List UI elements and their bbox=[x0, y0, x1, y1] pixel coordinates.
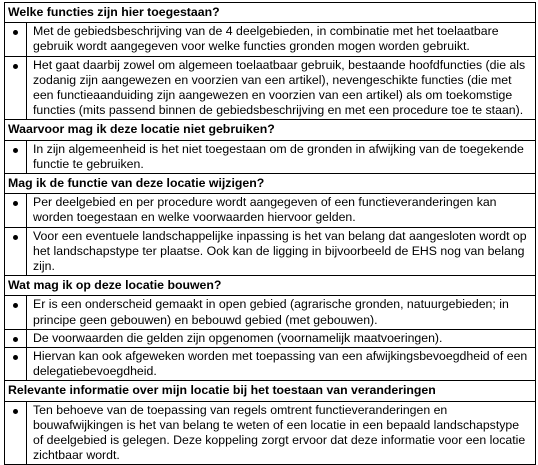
section-heading: Waarvoor mag ik deze locatie niet gebruiken? bbox=[5, 120, 536, 140]
bullet-icon bbox=[13, 409, 18, 414]
bullet-cell bbox=[5, 140, 27, 173]
bullet-cell bbox=[5, 329, 27, 347]
bullet-text: In zijn algemeenheid is het niet toegestaan om de gronden in afwijking van de toegekende functie te gebruiken. bbox=[27, 140, 536, 173]
bullet-text: De voorwaarden die gelden zijn opgenomen (voornamelijk maatvoeringen). bbox=[27, 329, 536, 347]
bullet-icon bbox=[13, 30, 18, 35]
bullet-cell bbox=[5, 348, 27, 381]
bullet-row bbox=[5, 329, 536, 347]
bullet-cell bbox=[5, 23, 27, 56]
section-heading-row bbox=[5, 381, 536, 401]
section-heading: Wat mag ik op deze locatie bouwen? bbox=[5, 276, 536, 296]
bullet-text: Ten behoeve van de toepassing van regels omtrent functieveranderingen en bouwafwijkingen is het van belang te weten of een locatie in een bepaald landschapstype of deelgebied is gelegen. Deze koppeling zorgt ervoor dat deze informatie voor een locatie zichtbaar wordt. bbox=[27, 401, 536, 465]
section-heading: Welke functies zijn hier toegestaan? bbox=[5, 3, 536, 23]
bullet-icon bbox=[13, 148, 18, 153]
bullet-row bbox=[5, 348, 536, 381]
section-heading-row bbox=[5, 3, 536, 23]
section-heading-row bbox=[5, 120, 536, 140]
bullet-cell bbox=[5, 56, 27, 120]
bullet-cell bbox=[5, 296, 27, 329]
section-heading-row bbox=[5, 174, 536, 194]
bullet-cell bbox=[5, 401, 27, 465]
section-heading: Relevante informatie over mijn locatie bij het toestaan van veranderingen bbox=[5, 381, 536, 401]
bullet-row bbox=[5, 56, 536, 120]
bullet-row bbox=[5, 401, 536, 465]
bullet-text: Voor een eventuele landschappelijke inpassing is het van belang dat aangesloten wordt op het landschapstype ter plaatse. Ook kan de ligging in bijvoorbeeld de EHS nog van belang zijn. bbox=[27, 227, 536, 276]
bullet-row bbox=[5, 227, 536, 276]
bullet-row bbox=[5, 140, 536, 173]
bullet-text: Per deelgebied en per procedure wordt aangegeven of een functieveranderingen kan worden toegestaan en welke voorwaarden hiervoor gelden. bbox=[27, 194, 536, 227]
bullet-cell bbox=[5, 227, 27, 276]
bullet-row bbox=[5, 194, 536, 227]
bullet-icon bbox=[13, 235, 18, 240]
bullet-icon bbox=[13, 303, 18, 308]
bullet-text: Met de gebiedsbeschrijving van de 4 deelgebieden, in combinatie met het toelaatbare gebruik wordt aangegeven voor welke functies gronden mogen worden gebruikt. bbox=[27, 23, 536, 56]
bullet-row bbox=[5, 23, 536, 56]
bullet-cell bbox=[5, 194, 27, 227]
section-heading-row bbox=[5, 276, 536, 296]
bullet-text: Het gaat daarbij zowel om algemeen toelaatbaar gebruik, bestaande hoofdfuncties (die als zodanig zijn aangewezen en voorzien van een artikel), nevengeschikte functies (die met een functieaanduiding zijn aangewezen en voorzien van een artikel) als om toekomstige functies (mits passend binnen de gebiedsbeschrijving en met een procedure toe te staan). bbox=[27, 56, 536, 120]
bullet-icon bbox=[13, 64, 18, 69]
regulation-table bbox=[4, 2, 536, 465]
bullet-icon bbox=[13, 337, 18, 342]
bullet-icon bbox=[13, 355, 18, 360]
bullet-text: Er is een onderscheid gemaakt in open gebied (agrarische gronden, natuurgebieden; in principe geen gebouwen) en bebouwd gebied (met gebouwen). bbox=[27, 296, 536, 329]
bullet-text: Hiervan kan ook afgeweken worden met toepassing van een afwijkingsbevoegdheid of een delegatiebevoegdheid. bbox=[27, 348, 536, 381]
bullet-row bbox=[5, 296, 536, 329]
section-heading: Mag ik de functie van deze locatie wijzigen? bbox=[5, 174, 536, 194]
bullet-icon bbox=[13, 201, 18, 206]
table-body bbox=[5, 3, 536, 465]
